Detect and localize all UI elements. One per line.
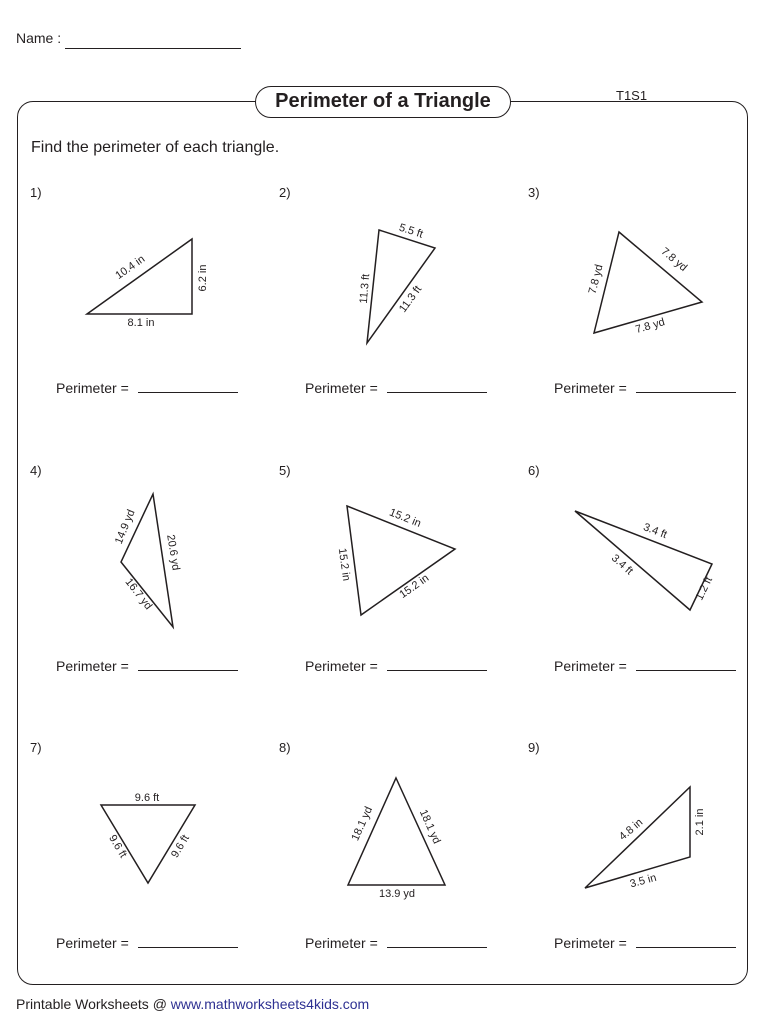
side-label: 6.2 in	[197, 264, 209, 292]
page-title: Perimeter of a Triangle	[255, 86, 511, 118]
perimeter-label: Perimeter =	[305, 935, 378, 951]
footer	[16, 996, 369, 1012]
perimeter-label: Perimeter =	[56, 380, 129, 396]
side-label: 18.1 yd	[416, 807, 443, 846]
side-label: 2.1 in	[694, 808, 706, 836]
answer-field[interactable]	[636, 670, 736, 671]
problem-number: 7)	[30, 740, 42, 755]
problem-number: 3)	[528, 185, 540, 200]
perimeter-label: Perimeter =	[305, 380, 378, 396]
problem-number: 1)	[30, 185, 42, 200]
side-label: 8.1 in	[127, 317, 155, 329]
side-label: 15.2 in	[335, 547, 353, 582]
side-label: 9.6 ft	[168, 832, 192, 861]
perimeter-label: Perimeter =	[56, 935, 129, 951]
side-label: 14.9 yd	[112, 507, 138, 546]
triangle-2	[367, 230, 435, 343]
side-label: 3.4 ft	[608, 552, 636, 578]
side-label: 5.5 ft	[397, 221, 425, 241]
problem-number: 9)	[528, 740, 540, 755]
triangle-9	[585, 787, 690, 888]
answer-field[interactable]	[636, 392, 736, 393]
side-label: 3.5 in	[628, 871, 658, 891]
side-label: 20.6 yd	[164, 533, 182, 572]
side-label: 16.7 yd	[122, 576, 155, 613]
answer-field[interactable]	[636, 947, 736, 948]
perimeter-label: Perimeter =	[554, 380, 627, 396]
side-label: 9.6 ft	[134, 792, 160, 804]
side-label: 9.6 ft	[106, 832, 130, 861]
side-label: 7.8 yd	[634, 316, 667, 337]
footer-prefix: Printable Worksheets @	[16, 996, 171, 1012]
side-label: 15.2 in	[387, 506, 423, 530]
name-label: Name :	[16, 30, 62, 46]
side-label: 11.3 ft	[357, 273, 373, 305]
worksheet-code: T1S1	[616, 88, 648, 103]
perimeter-label: Perimeter =	[554, 935, 627, 951]
side-label: 1.2 ft	[693, 575, 716, 603]
footer-link[interactable]: www.mathworksheets4kids.com	[170, 996, 370, 1012]
problem-number: 4)	[30, 463, 42, 478]
side-label: 3.4 ft	[641, 521, 669, 542]
triangle-1	[87, 239, 192, 314]
problem-number: 6)	[528, 463, 540, 478]
side-label: 15.2 in	[397, 572, 432, 601]
perimeter-label: Perimeter =	[554, 658, 627, 674]
side-label: 7.8 yd	[586, 263, 606, 296]
answer-field[interactable]	[387, 392, 487, 393]
answer-field[interactable]	[138, 947, 238, 948]
answer-field[interactable]	[138, 670, 238, 671]
problem-number: 8)	[279, 740, 291, 755]
perimeter-label: Perimeter =	[305, 658, 378, 674]
instructions: Find the perimeter of each triangle.	[31, 139, 280, 156]
answer-field[interactable]	[387, 947, 487, 948]
answer-field[interactable]	[138, 392, 238, 393]
side-label: 13.9 yd	[378, 888, 416, 900]
perimeter-label: Perimeter =	[56, 658, 129, 674]
answer-field[interactable]	[387, 670, 487, 671]
side-label: 4.8 in	[616, 816, 646, 843]
side-label: 11.3 ft	[396, 283, 425, 315]
side-label: 7.8 yd	[658, 245, 690, 274]
side-label: 10.4 in	[113, 253, 148, 282]
triangle-3	[594, 232, 702, 333]
problem-number: 2)	[279, 185, 291, 200]
side-label: 18.1 yd	[349, 804, 376, 843]
problem-number: 5)	[279, 463, 291, 478]
